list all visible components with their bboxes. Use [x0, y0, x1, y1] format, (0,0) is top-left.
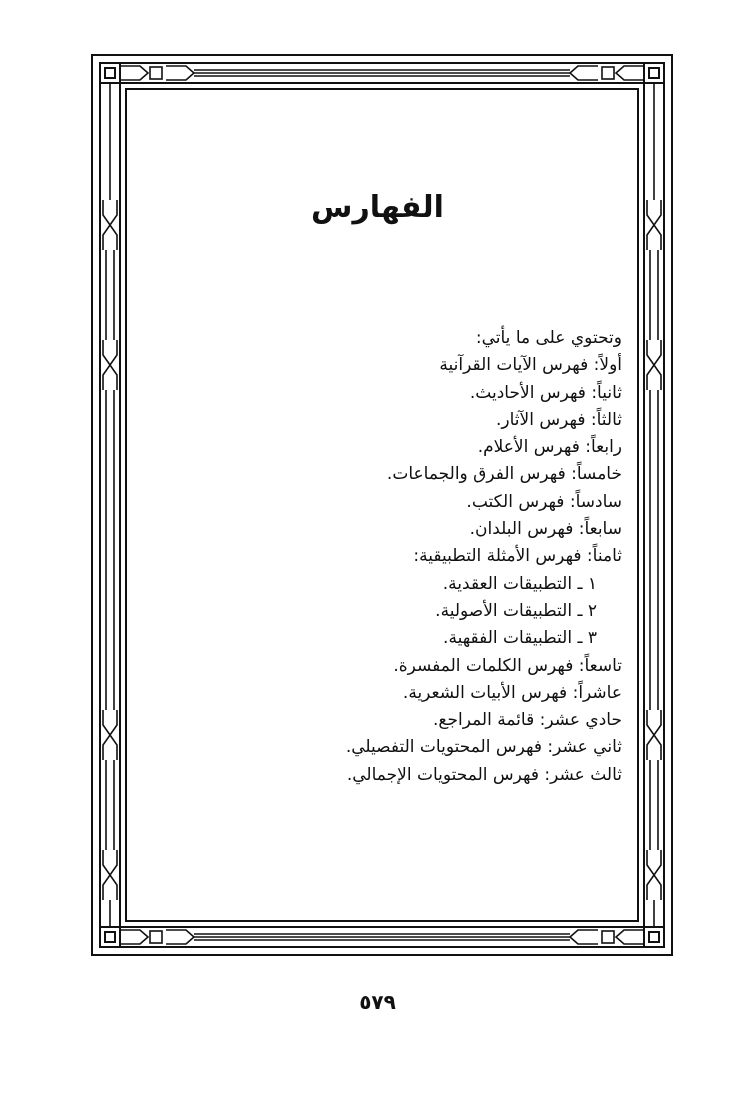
sub-list-item: ٣ ـ التطبيقات الفقهية.: [443, 628, 597, 649]
page-title: الفهارس: [311, 190, 444, 225]
top-band-ornament: [120, 66, 644, 80]
list-item: عاشراً: فهرس الأبيات الشعرية.: [402, 682, 622, 703]
index-list: [162, 325, 622, 789]
list-item: حادي عشر: قائمة المراجع.: [433, 710, 622, 731]
intro-text: وتحتوي على ما يأتي:: [475, 328, 622, 348]
list-item: ثامناً: فهرس الأمثلة التطبيقية:: [413, 546, 622, 567]
list-item: ثانياً: فهرس الأحاديث.: [469, 382, 622, 403]
bottom-band-ornament: [120, 930, 644, 944]
sub-list-item: ٢ ـ التطبيقات الأصولية.: [435, 600, 597, 621]
list-item: أولاً: فهرس الآيات القرآنية: [439, 355, 622, 376]
list-item: رابعاً: فهرس الأعلام.: [477, 437, 622, 458]
page-number: ٥٧٩: [359, 990, 396, 1014]
list-item: سابعاً: فهرس البلدان.: [469, 519, 622, 540]
list-item: ثالثاً: فهرس الآثار.: [496, 409, 622, 430]
list-item: خامساً: فهرس الفرق والجماعات.: [386, 464, 622, 485]
list-item: سادساً: فهرس الكتب.: [466, 491, 622, 512]
sub-list-item: ١ ـ التطبيقات العقدية.: [442, 573, 597, 594]
list-item: ثالث عشر: فهرس المحتويات الإجمالي.: [346, 764, 622, 785]
list-item: ثاني عشر: فهرس المحتويات التفصيلي.: [345, 737, 622, 758]
list-item: تاسعاً: فهرس الكلمات المفسرة.: [393, 655, 622, 676]
